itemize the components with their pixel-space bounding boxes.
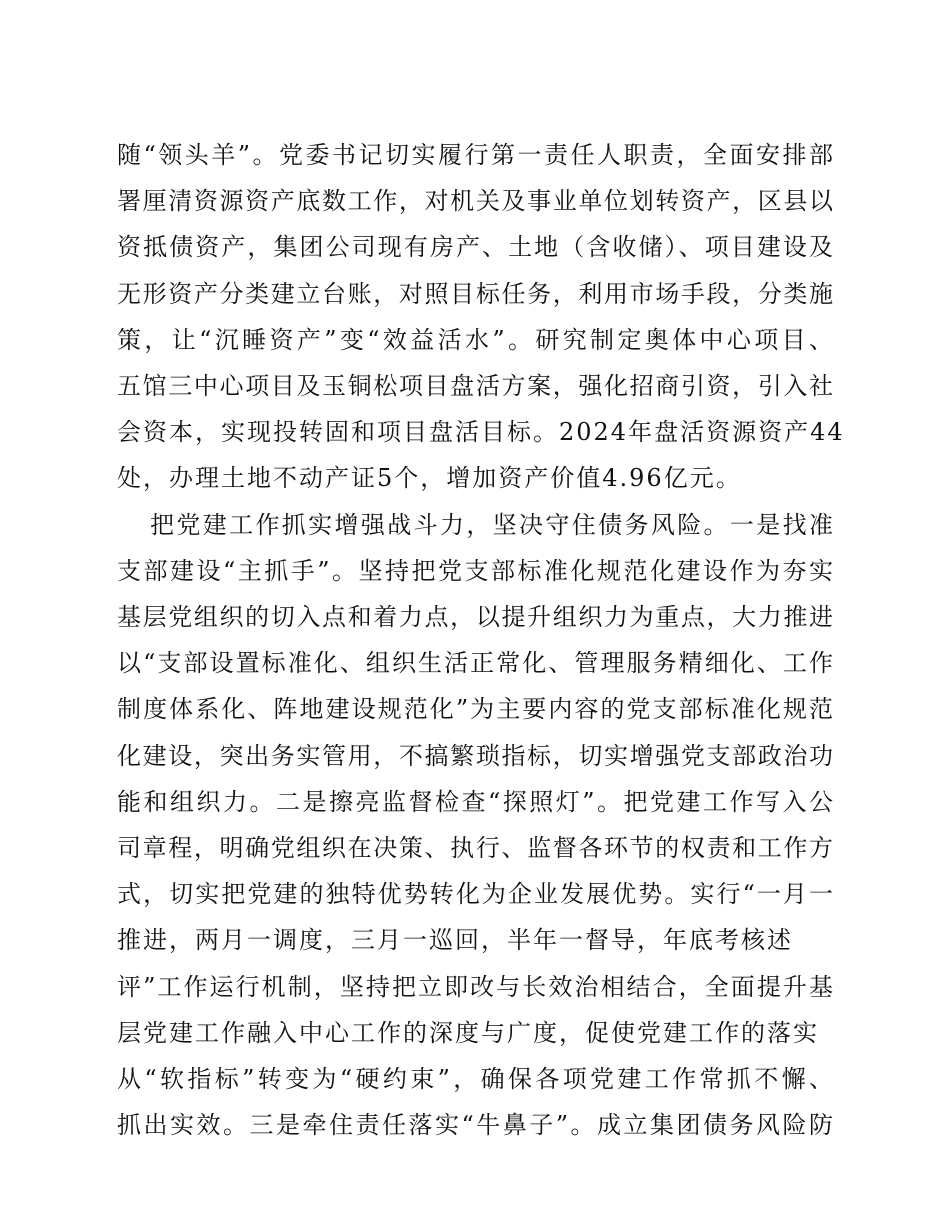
text-line: 化建设，突出务实管用，不搞繁琐指标，切实增强党支部政治功 [117,742,833,770]
text-line: 能和组织力。二是擦亮监督检查“探照灯”。把党建工作写入公 [117,788,833,816]
text-line: 基层党组织的切入点和着力点，以提升组织力为重点，大力推进 [117,603,833,631]
text-line: 无形资产分类建立台账，对照目标任务，利用市场手段，分类施 [117,280,833,308]
text-line: 评”工作运行机制，坚持把立即改与长效治相结合，全面提升基 [117,973,833,1001]
text-line: 式，切实把党建的独特优势转化为企业发展优势。实行“一月一 [117,880,833,908]
text-line: 制度体系化、阵地建设规范化”为主要内容的党支部标准化规范 [117,695,833,723]
text-line: 处，办理土地不动产证5个，增加资产价值4.96亿元。 [117,464,742,492]
text-line: 资抵债资产，集团公司现有房产、土地（含收储）、项目建设及 [117,233,833,261]
text-line: 会资本，实现投转固和项目盘活目标。2024年盘活资源资产44 [117,418,845,446]
text-line: 署厘清资源资产底数工作，对机关及事业单位划转资产，区县以 [117,187,833,215]
text-line: 司章程，明确党组织在决策、执行、监督各环节的权责和工作方 [117,834,833,862]
text-line: 随“领头羊”。党委书记切实履行第一责任人职责，全面安排部 [117,141,833,169]
text-line: 五馆三中心项目及玉铜松项目盘活方案，强化招商引资，引入社 [117,372,833,400]
text-line: 策，让“沉睡资产”变“效益活水”。研究制定奥体中心项目、 [117,326,833,354]
text-line: 推进，两月一调度，三月一巡回，半年一督导，年底考核述 [117,926,793,954]
text-line: 把党建工作抓实增强战斗力，坚决守住债务风险。一是找准 [150,511,833,539]
text-line: 从“软指标”转变为“硬约束”，确保各项党建工作常抓不懈、 [117,1065,833,1093]
text-line: 支部建设“主抓手”。坚持把党支部标准化规范化建设作为夯实 [117,557,833,585]
text-line: 层党建工作融入中心工作的深度与广度，促使党建工作的落实 [117,1019,819,1047]
text-line: 抓出实效。三是牵住责任落实“牛鼻子”。成立集团债务风险防 [117,1111,833,1139]
text-line: 以“支部设置标准化、组织生活正常化、管理服务精细化、工作 [117,649,833,677]
